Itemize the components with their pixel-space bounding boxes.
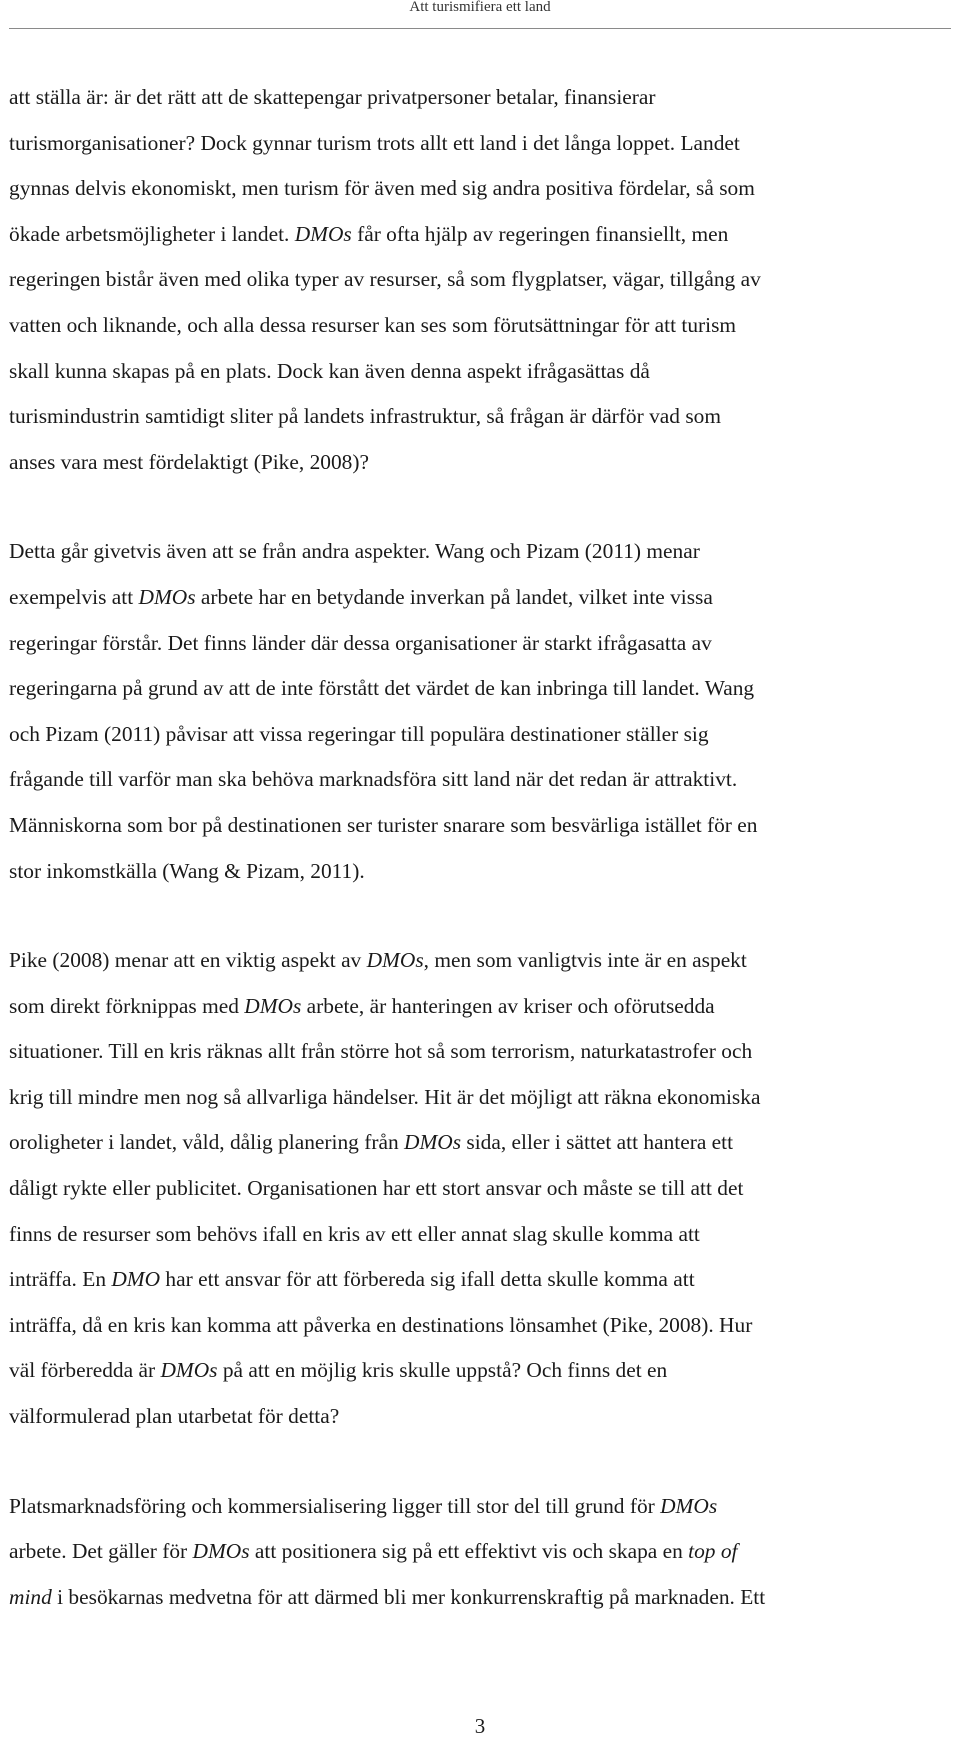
text-line [9, 1303, 959, 1349]
text-run: som direkt förknippas med [9, 993, 245, 1018]
text-run: på att en möjlig kris skulle uppstå? Och finns det en [217, 1358, 668, 1383]
page-number: 3 [474, 1714, 486, 1738]
text-run: stor inkomstkälla (Wang & Pizam, 2011). [9, 858, 365, 883]
text-run: regeringarna på grund av att de inte förstått det värdet de kan inbringa till landet. Wang [9, 676, 755, 701]
emphasized-text: DMOs [244, 993, 302, 1018]
text-line [9, 1348, 959, 1394]
body-paragraph [9, 75, 959, 485]
text-line [9, 349, 959, 395]
text-line [9, 529, 959, 575]
emphasized-text: DMOs [160, 1358, 218, 1383]
text-line [9, 257, 959, 303]
text-line [9, 303, 959, 349]
text-run: gynnas delvis ekonomiskt, men turism för även med sig andra positiva fördelar, så som [9, 176, 755, 201]
text-line [9, 1529, 959, 1575]
text-run: Pike (2008) menar att en viktig aspekt av [9, 948, 367, 973]
text-run: inträffa. En [9, 1267, 112, 1292]
emphasized-text: mind [9, 1584, 52, 1609]
running-header-title: Att turismifiera ett land [409, 0, 551, 15]
text-run: krig till mindre men nog så allvarliga händelser. Hit är det möjligt att räkna ekonomiska [9, 1084, 761, 1109]
text-run: Platsmarknadsföring och kommersialisering ligger till stor del till grund för [9, 1493, 661, 1518]
text-line [9, 712, 959, 758]
text-line [9, 75, 959, 121]
text-line [9, 666, 959, 712]
emphasized-text: DMOs [192, 1539, 250, 1564]
text-line [9, 1166, 959, 1212]
text-run: regeringen bistår även med olika typer av resurser, så som flygplatser, vägar, tillgång av [9, 267, 761, 292]
text-run: i besökarnas medvetna för att därmed bli mer konkurrenskraftig på marknaden. Ett [51, 1584, 766, 1609]
text-line [9, 394, 959, 440]
text-line [9, 1257, 959, 1303]
body-paragraph [9, 938, 959, 1440]
text-line [9, 849, 959, 895]
text-line [9, 803, 959, 849]
text-run: får ofta hjälp av regeringen finansiellt, men [351, 221, 729, 246]
text-run: välformulerad plan utarbetat för detta? [9, 1404, 340, 1429]
text-line [9, 1394, 959, 1440]
text-run: arbete, är hanteringen av kriser och oförutsedda [301, 993, 715, 1018]
emphasized-text: DMOs [366, 948, 424, 973]
text-run: turismindustrin samtidigt sliter på landets infrastruktur, så frågan är därför vad som [9, 404, 721, 429]
text-run: arbete. Det gäller för [9, 1539, 193, 1564]
text-run: frågande till varför man ska behöva marknadsföra sitt land när det redan är attraktivt. [9, 767, 738, 792]
document-body [9, 75, 959, 1664]
text-run: turismorganisationer? Dock gynnar turism trots allt ett land i det långa loppet. Landet [9, 130, 740, 155]
emphasized-text: DMOs [404, 1130, 462, 1155]
text-line [9, 1120, 959, 1166]
text-run: inträffa, då en kris kan komma att påverka en destinations lönsamhet (Pike, 2008). Hur [9, 1312, 753, 1337]
emphasized-text: DMOs [294, 221, 352, 246]
text-line [9, 984, 959, 1030]
emphasized-text: top of [688, 1539, 738, 1564]
text-line [9, 166, 959, 212]
text-line [9, 575, 959, 621]
text-run: exempelvis att [9, 584, 139, 609]
text-line [9, 621, 959, 667]
text-run: situationer. Till en kris räknas allt från större hot så som terrorism, naturkatastrofer och [9, 1039, 753, 1064]
emphasized-text: DMOs [660, 1493, 718, 1518]
text-run: väl förberedda är [9, 1358, 161, 1383]
text-line [9, 1575, 959, 1621]
emphasized-text: DMO [111, 1267, 161, 1292]
running-header [9, 0, 951, 29]
text-run: har ett ansvar för att förbereda sig ifall detta skulle komma att [160, 1267, 695, 1292]
text-run: sida, eller i sättet att hantera ett [461, 1130, 734, 1155]
text-run: , men som vanligtvis inte är en aspekt [423, 948, 747, 973]
text-run: ökade arbetsmöjligheter i landet. [9, 221, 295, 246]
text-line [9, 1212, 959, 1258]
text-line [9, 440, 959, 486]
text-run: att ställa är: är det rätt att de skattepengar privatpersoner betalar, finansierar [9, 85, 656, 109]
emphasized-text: DMOs [138, 584, 196, 609]
text-run: och Pizam (2011) påvisar att vissa regeringar till populära destinationer ställer sig [9, 721, 709, 746]
text-run: anses vara mest fördelaktigt (Pike, 2008)? [9, 449, 369, 474]
text-line [9, 938, 959, 984]
text-run: vatten och liknande, och alla dessa resurser kan ses som förutsättningar för att turism [9, 312, 737, 337]
text-run: oroligheter i landet, våld, dålig planering från [9, 1130, 404, 1155]
text-line [9, 757, 959, 803]
text-line [9, 1075, 959, 1121]
text-run: att positionera sig på ett effektivt vis och skapa en [249, 1539, 689, 1564]
body-paragraph [9, 1484, 959, 1621]
text-run: skall kunna skapas på en plats. Dock kan även denna aspekt ifrågasättas då [9, 358, 650, 383]
text-line [9, 212, 959, 258]
text-run: regeringar förstår. Det finns länder där dessa organisationer är starkt ifrågasatta av [9, 630, 712, 655]
text-run: dåligt rykte eller publicitet. Organisationen har ett stort ansvar och måste se till att det [9, 1176, 744, 1201]
text-line [9, 1029, 959, 1075]
text-run: Människorna som bor på destinationen ser turister snarare som besvärliga istället för en [9, 812, 758, 837]
text-run: Detta går givetvis även att se från andra aspekter. Wang och Pizam (2011) menar [9, 539, 700, 564]
text-line [9, 121, 959, 167]
text-line [9, 1484, 959, 1530]
body-paragraph [9, 529, 959, 894]
text-run: finns de resurser som behövs ifall en kris av ett eller annat slag skulle komma att [9, 1221, 700, 1246]
text-run: arbete har en betydande inverkan på landet, vilket inte vissa [195, 584, 713, 609]
